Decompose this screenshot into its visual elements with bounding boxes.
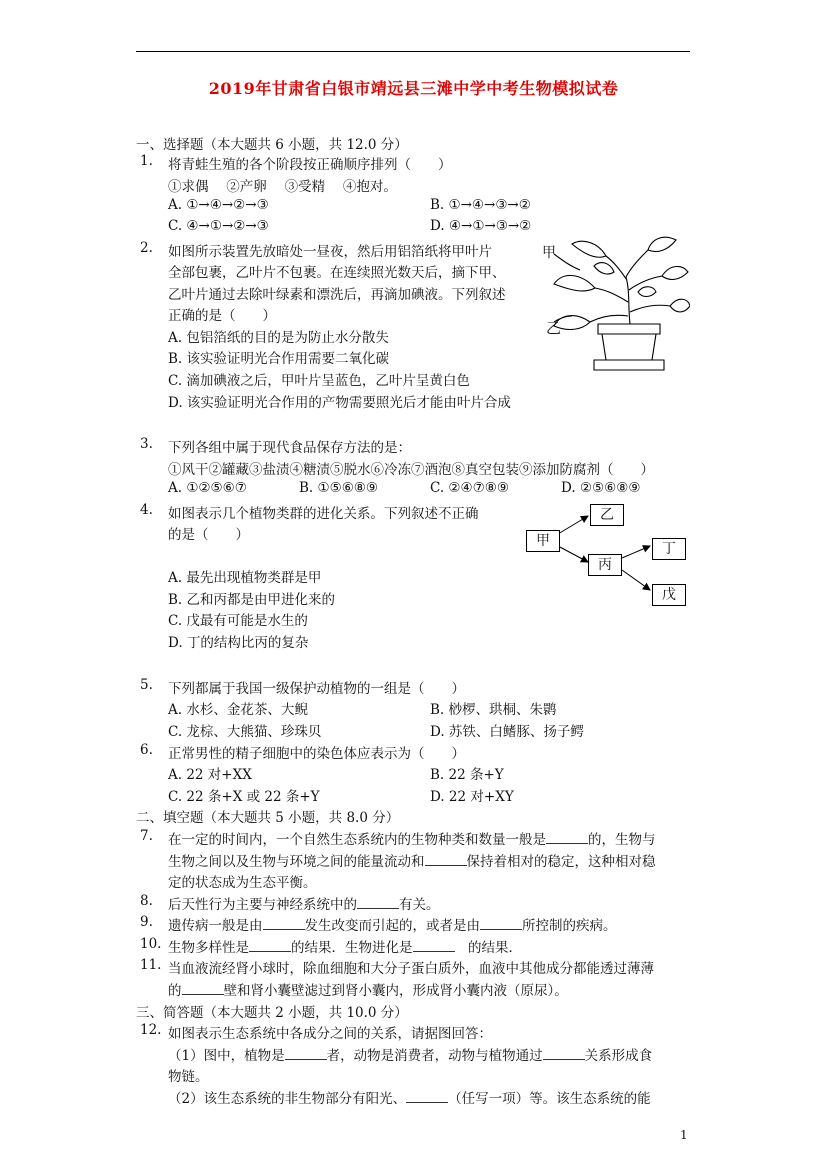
evolution-diagram xyxy=(522,500,692,615)
q9-c: 所控制的疾病。 xyxy=(522,918,617,934)
q7-line1-b: 的，生物与 xyxy=(588,832,656,848)
q3-items: ①风干②罐藏③盐渍④糖渍⑤脱水⑥冷冻⑦酒泡⑧真空包装⑨添加防腐剂（ ） xyxy=(168,462,654,478)
q5-option-d: D. 苏铁、白鳍豚、扬子鳄 xyxy=(430,724,584,740)
q8-a: 后天性行为主要与神经系统中的 xyxy=(168,897,357,913)
q1-option-c: C. ④→①→②→③ xyxy=(168,218,269,234)
q6-option-b: B. 22 条+Y xyxy=(430,767,504,783)
q12-blank-3[interactable] xyxy=(406,1090,448,1103)
q1-option-a: A. ①→④→②→③ xyxy=(168,197,269,213)
q5-option-c: C. 龙棕、大熊猫、珍珠贝 xyxy=(168,724,322,740)
q10-c: 的结果． xyxy=(454,940,522,956)
q8-b: 有关。 xyxy=(399,897,440,913)
q7-number: 7. xyxy=(140,828,153,844)
q12-p1-b: 者，动物是消费者，动物与植物通过 xyxy=(326,1048,543,1064)
q6-number: 6. xyxy=(140,742,153,758)
q6-stem: 正常男性的精子细胞中的染色体应表示为（ ） xyxy=(168,746,465,762)
q11-line2-a: 的 xyxy=(168,983,182,999)
q2-option-b: B. 该实验证明光合作用需要二氧化碳 xyxy=(168,351,390,367)
q2-number: 2. xyxy=(140,240,153,256)
q10-a: 生物多样性是 xyxy=(168,940,249,956)
q7-line2-a: 生物之间以及生物与环境之间的能量流动和 xyxy=(168,854,425,870)
q8-number: 8. xyxy=(140,893,153,909)
q2-option-a: A. 包铝箔纸的目的是为防止水分散失 xyxy=(168,330,389,346)
q11-blank[interactable] xyxy=(182,982,224,995)
q5-stem: 下列都属于我国一级保护动植物的一组是（ ） xyxy=(168,681,465,697)
q8-line xyxy=(168,893,440,913)
q11-line1: 当血液流经肾小球时，除血细胞和大分子蛋白质外，血液中其他成分都能透过薄薄 xyxy=(168,961,654,977)
q9-number: 9. xyxy=(140,914,153,930)
box-ding: 丁 xyxy=(652,538,686,560)
plant-pot-figure xyxy=(540,232,690,377)
q4-stem-line2: 的是（ ） xyxy=(168,527,249,543)
q1-number: 1. xyxy=(140,153,153,169)
q2-option-d: D. 该实验证明光合作用的产物需要照光后才能由叶片合成 xyxy=(168,395,511,411)
box-bing: 丙 xyxy=(588,554,622,576)
q4-number: 4. xyxy=(140,502,153,518)
section-heading-short-answer: 三、简答题（本大题共 2 小题，共 10.0 分） xyxy=(136,1005,408,1021)
q9-a: 遗传病一般是由 xyxy=(168,918,263,934)
q7-line3: 定的状态成为生态平衡。 xyxy=(168,875,317,891)
section-heading-fill: 二、填空题（本大题共 5 小题，共 8.0 分） xyxy=(136,810,400,826)
q12-p2-b: （任写一项）等。该生态系统的能 xyxy=(448,1091,651,1107)
q12-p1-a: （1）图中，植物是 xyxy=(168,1048,285,1064)
q10-line xyxy=(168,936,522,956)
q9-blank-2[interactable] xyxy=(480,917,522,930)
q3-number: 3. xyxy=(140,436,153,452)
q5-number: 5. xyxy=(140,677,153,693)
q3-stem: 下列各组中属于现代食品保存方法的是： xyxy=(168,440,411,456)
box-wu: 戊 xyxy=(652,584,686,606)
q9-b: 发生改变而引起的，或者是由 xyxy=(304,918,480,934)
plant-illustration xyxy=(540,232,690,377)
box-yi: 乙 xyxy=(590,504,624,526)
q5-option-b: B. 桫椤、珙桐、朱鹮 xyxy=(430,702,557,718)
q7-blank-2[interactable] xyxy=(425,853,467,866)
q1-stem: 将青蛙生殖的各个阶段按正确顺序排列（ ） xyxy=(168,157,452,173)
q10-blank-1[interactable] xyxy=(249,939,291,952)
q12-p1-c: 关系形成食 xyxy=(584,1048,653,1064)
q10-number: 10. xyxy=(140,936,162,952)
q12-blank-2[interactable] xyxy=(543,1047,585,1060)
label-jia: 甲 xyxy=(542,245,556,261)
box-jia: 甲 xyxy=(526,530,560,552)
q4-option-b: B. 乙和丙都是由甲进化来的 xyxy=(168,592,336,608)
q10-b: 的结果．生物进化是 xyxy=(291,940,413,956)
q9-line xyxy=(168,914,617,934)
q12-stem: 如图表示生态系统中各成分之间的关系，请据图回答： xyxy=(168,1026,492,1042)
q11-line2-b: 壁和肾小囊壁滤过到肾小囊内，形成肾小囊内液（原尿）。 xyxy=(223,983,568,999)
q1-option-d: D. ④→①→③→② xyxy=(430,218,532,234)
q3-option-b: B. ①⑤⑥⑧⑨ xyxy=(299,480,379,496)
q1-option-b: B. ①→④→③→② xyxy=(430,197,531,213)
page-number: 1 xyxy=(680,1128,688,1142)
q12-part1-line1 xyxy=(168,1044,652,1064)
q6-option-d: D. 22 对+XY xyxy=(430,789,514,805)
q12-blank-1[interactable] xyxy=(285,1047,327,1060)
q7-line1-a: 在一定的时间内，一个自然生态系统内的生物种类和数量一般是 xyxy=(168,832,546,848)
q4-option-c: C. 戊最有可能是水生的 xyxy=(168,613,308,629)
q1-items: ①求偶 ②产卵 ③受精 ④抱对。 xyxy=(168,179,397,195)
header-rule xyxy=(136,51,690,52)
q9-blank-1[interactable] xyxy=(263,917,305,930)
q8-blank[interactable] xyxy=(357,896,399,909)
q11-number: 11. xyxy=(140,957,162,973)
q12-part1-line2: 物链。 xyxy=(168,1069,209,1085)
q2-option-c: C. 滴加碘液之后，甲叶片呈蓝色，乙叶片呈黄白色 xyxy=(168,373,470,389)
label-yi: 乙 xyxy=(546,319,562,337)
q4-option-a: A. 最先出现植物类群是甲 xyxy=(168,570,322,586)
q2-stem-line3: 乙叶片通过去除叶绿素和漂洗后，再滴加碘液。下列叙述 xyxy=(168,287,506,303)
q3-option-c: C. ②④⑦⑧⑨ xyxy=(430,480,509,496)
q2-stem-line1: 如图所示装置先放暗处一昼夜，然后用铝箔纸将甲叶片 xyxy=(168,244,492,260)
q3-option-a: A. ①②⑤⑥⑦ xyxy=(168,480,247,496)
q11-line2 xyxy=(168,979,568,999)
q10-blank-2[interactable] xyxy=(413,939,455,952)
q7-line2 xyxy=(168,850,656,870)
page-title: 2019年甘肃省白银市靖远县三滩中学中考生物模拟试卷 xyxy=(208,79,619,98)
q6-option-c: C. 22 条+X 或 22 条+Y xyxy=(168,789,320,805)
q12-p2-a: （2）该生态系统的非生物部分有阳光、 xyxy=(168,1091,407,1107)
q12-number: 12. xyxy=(140,1022,162,1038)
q2-stem-line2: 全部包裹，乙叶片不包裹。在连续照光数天后，摘下甲、 xyxy=(168,265,506,281)
q2-stem-line4: 正确的是（ ） xyxy=(168,308,276,324)
q6-option-a: A. 22 对+XX xyxy=(168,767,252,783)
q7-blank-1[interactable] xyxy=(546,831,588,844)
q4-stem-line1: 如图表示几个植物类群的进化关系。下列叙述不正确 xyxy=(168,506,479,522)
q7-line2-b: 保持着相对的稳定，这种相对稳 xyxy=(466,854,656,870)
q7-line1 xyxy=(168,828,656,848)
q3-option-d: D. ②⑤⑥⑧⑨ xyxy=(561,480,641,496)
section-heading-choice: 一、选择题（本大题共 6 小题，共 12.0 分） xyxy=(136,137,408,153)
q5-option-a: A. 水杉、金花茶、大鲵 xyxy=(168,702,308,718)
q4-option-d: D. 丁的结构比丙的复杂 xyxy=(168,635,309,651)
q12-part2-line1 xyxy=(168,1087,651,1107)
